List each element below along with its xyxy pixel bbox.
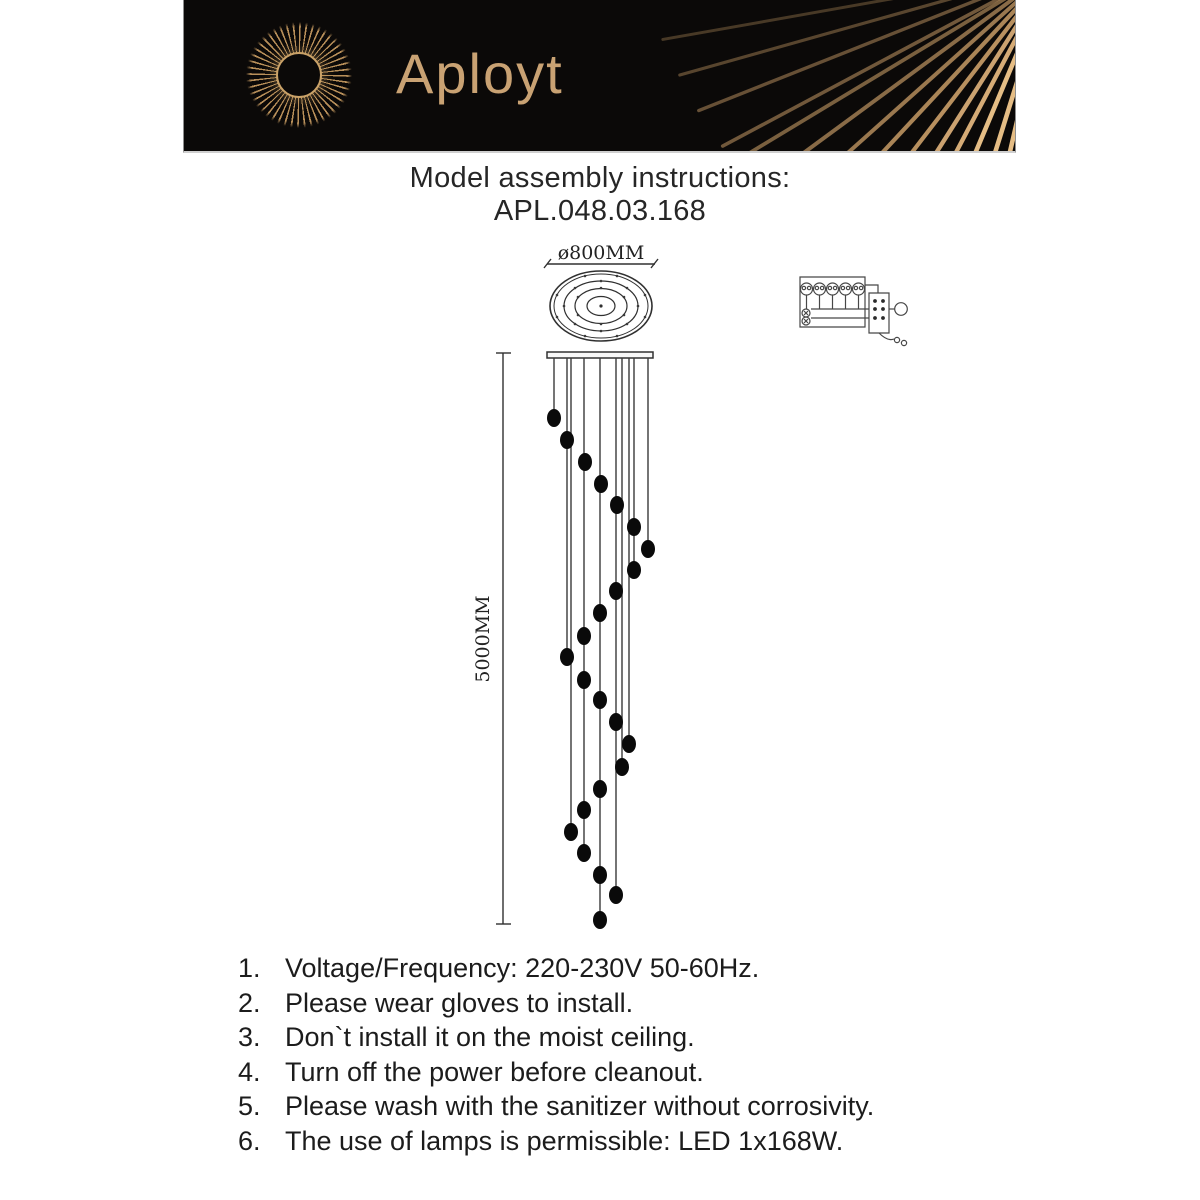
instruction-row — [238, 1020, 874, 1055]
instruction-row — [238, 1055, 874, 1090]
page-title: Model assembly instructions: — [409, 162, 791, 194]
diameter-label: ø800MM — [557, 242, 645, 264]
model-number: APL.048.03.168 — [493, 195, 707, 227]
brand-logo-text: Aployt — [396, 42, 564, 105]
instruction-row — [238, 986, 874, 1021]
instruction-number: 6. — [238, 1125, 261, 1156]
side-view-drawing — [547, 352, 655, 929]
instruction-text: Please wear gloves to install. — [285, 987, 634, 1018]
instructions-list — [238, 951, 874, 1158]
instruction-number: 5. — [238, 1091, 261, 1121]
instruction-row — [238, 1089, 874, 1124]
wiring-diagram — [800, 277, 907, 346]
sunburst-logo-core — [276, 52, 322, 98]
instruction-row — [238, 1124, 874, 1159]
instruction-text: Don`t install it on the moist ceiling. — [285, 1022, 695, 1052]
height-label: 5000MM — [472, 595, 494, 683]
brand-banner — [183, 0, 1016, 153]
instruction-text: Please wash with the sanitizer without corrosivity. — [285, 1091, 875, 1121]
instruction-text: Turn off the power before cleanout. — [285, 1056, 704, 1087]
terminal-screws — [801, 283, 865, 309]
lamp-balls — [547, 409, 655, 929]
instruction-number: 3. — [238, 1022, 261, 1052]
connector-pins — [873, 299, 885, 320]
instruction-text: Voltage/Frequency: 220-230V 50-60Hz. — [285, 953, 760, 983]
top-view-drawing — [550, 271, 652, 341]
instruction-number: 1. — [238, 953, 261, 983]
lamp-symbol — [895, 303, 908, 316]
instruction-number: 2. — [238, 987, 261, 1018]
assembly-diagram — [440, 233, 930, 953]
instruction-number: 4. — [238, 1056, 261, 1087]
title-block — [0, 162, 1200, 228]
height-dimension — [496, 353, 511, 924]
hook-wire — [879, 333, 894, 340]
instruction-text: The use of lamps is permissible: LED 1x168W. — [285, 1125, 844, 1156]
instruction-row — [238, 951, 874, 986]
